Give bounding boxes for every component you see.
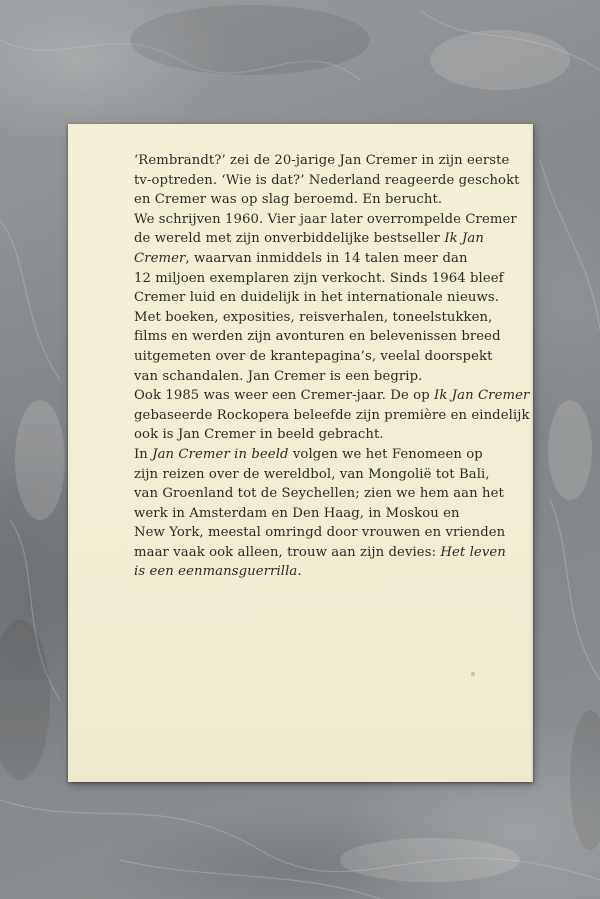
blurb-line [134, 151, 514, 171]
blurb-line [134, 406, 530, 426]
blurb-text-run: New York, meestal omringd door vrouwen en vrienden [134, 525, 506, 541]
blurb-line [134, 269, 514, 289]
blurb-text-run: maar vaak ook alleen, trouw aan zijn devies: [134, 544, 441, 560]
paper-speck [471, 672, 475, 676]
blurb-text-run: gebaseerde Rockopera beleefde zijn première en eindelijk [134, 407, 530, 423]
blurb-text-run: en Cremer was op slag beroemd. En berucht. [134, 192, 443, 208]
blurb-line [134, 504, 514, 524]
blurb-line [134, 210, 517, 230]
blurb-line [134, 347, 514, 367]
blurb-text-run: 12 miljoen exemplaren zijn verkocht. Sinds 1964 bleef [134, 270, 504, 286]
blurb-italic-run: Cremer [134, 250, 186, 266]
blurb-line [134, 288, 514, 308]
blurb-line [134, 465, 514, 485]
blurb-text-run: ook is Jan Cremer in beeld gebracht. [134, 427, 384, 443]
blurb-italic-run: Ik Jan Cremer [434, 388, 530, 404]
blurb-line [134, 308, 514, 328]
blurb-text-run: de wereld met zijn onverbiddelijke bestseller [134, 231, 445, 247]
blurb-line [134, 523, 514, 543]
blurb-italic-run: Ik Jan [444, 231, 484, 247]
blurb-line [134, 190, 514, 210]
blurb-italic-run: is een eenmansguerrilla. [134, 564, 302, 580]
blurb-text-run: werk in Amsterdam en Den Haag, in Moskou en [134, 505, 460, 521]
blurb-text-run: , waarvan inmiddels in 14 talen meer dan [185, 250, 468, 266]
blurb-italic-run: Het leven [440, 544, 506, 560]
blurb-text-run: In [134, 446, 153, 462]
blurb-text-run: van Groenland tot de Seychellen; zien we hem aan het [134, 486, 504, 502]
blurb-text-run: films en werden zijn avonturen en belevenissen breed [134, 329, 501, 345]
blurb-line [134, 562, 514, 582]
blurb-line [134, 425, 514, 445]
blurb-text-run: uitgemeten over de krantepagina’s, veelal doorspekt [134, 348, 493, 364]
blurb-line [134, 445, 514, 465]
blurb-line [134, 543, 514, 563]
blurb-text-run: Ook 1985 was weer een Cremer-jaar. De op [134, 388, 435, 404]
back-cover-blurb [134, 151, 530, 582]
blurb-line [134, 249, 514, 269]
book-back-cover [68, 124, 533, 782]
blurb-text-run: tv-optreden. ‘Wie is dat?’ Nederland reageerde geschokt [134, 172, 520, 188]
blurb-text-run: Met boeken, exposities, reisverhalen, toneelstukken, [134, 309, 493, 325]
blurb-line [134, 229, 514, 249]
blurb-text-run: We schrijven 1960. Vier jaar later overrompelde Cremer [134, 211, 517, 227]
blurb-text-run: ‘Rembrandt?’ zei de 20-jarige Jan Cremer in zijn eerste [134, 153, 510, 168]
blurb-italic-run: Jan Cremer in beeld [152, 446, 289, 462]
blurb-line [134, 484, 514, 504]
blurb-line [134, 327, 514, 347]
blurb-line [134, 171, 520, 191]
blurb-line [134, 367, 514, 387]
blurb-text-run: Cremer luid en duidelijk in het internationale nieuws. [134, 290, 500, 306]
blurb-line [134, 386, 530, 406]
blurb-text-run: van schandalen. Jan Cremer is een begrip. [134, 368, 423, 384]
blurb-text-run: volgen we het Fenomeen op [288, 446, 483, 462]
blurb-text-run: zijn reizen over de wereldbol, van Mongolië tot Bali, [134, 466, 490, 482]
